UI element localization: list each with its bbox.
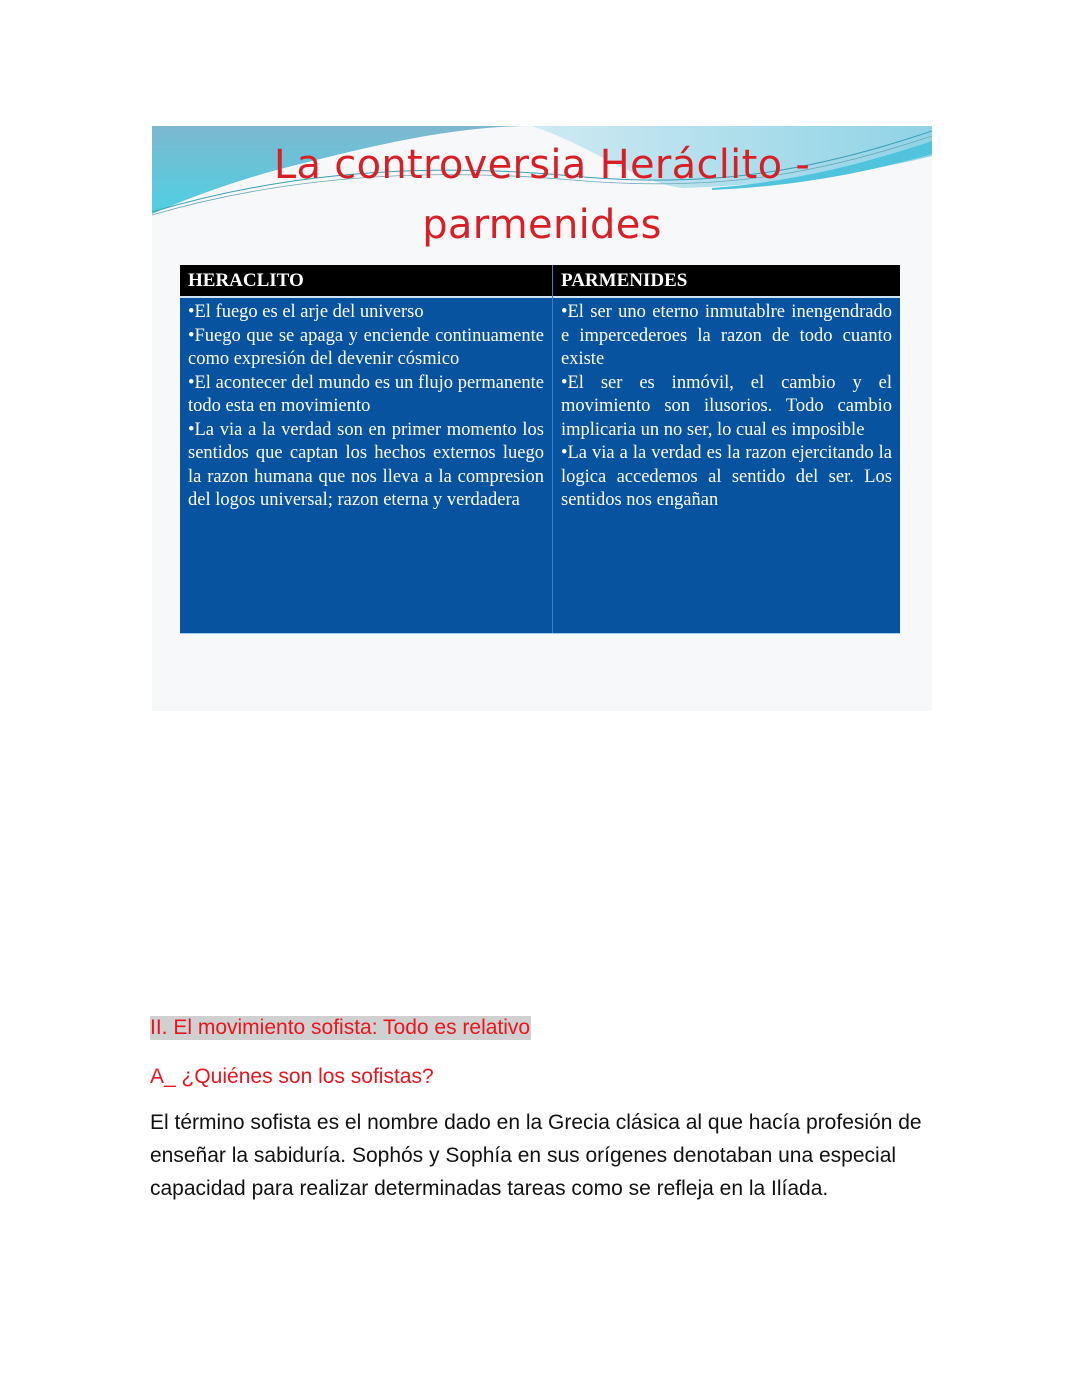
slide-title-line2: parmenides [422, 202, 662, 248]
column-header-heraclito: HERACLITO [180, 265, 552, 298]
table-item: •La via a la verdad son en primer momento los sentidos que captan los hechos externos luego la razon humana que nos lleva a la compresion del logos universal; razon eterna y verdadera [188, 419, 544, 510]
heraclito-column [180, 265, 552, 633]
table-item: •El fuego es el arje del universo [188, 302, 424, 322]
table-item: •El ser uno eterno inmutablre inengendrado e impercederoes la razon de todo cuanto existe [561, 302, 892, 369]
section-heading [150, 1012, 940, 1043]
sub-heading: A_ ¿Quiénes son los sofistas? [150, 1065, 434, 1088]
table-item: •El acontecer del mundo es un flujo permanente todo esta en movimiento [188, 372, 544, 416]
body-paragraph: El término sofista es el nombre dado en la Grecia clásica al que hacía profesión de enseñar la sabiduría. Sophós y Sophía en sus orígenes denotaban una especial capacidad para realizar determinadas tareas como se refleja en la Ilíada. [150, 1111, 922, 1200]
slide-title-line1: La controversia Heráclito - [273, 142, 811, 188]
table-item: •La via a la verdad es la razon ejercitando la logica accedemos al sentido del ser. Los sentidos nos engañan [561, 443, 892, 510]
section-heading-text: II. El movimiento sofista: Todo es relativo [150, 1016, 531, 1039]
column-header-parmenides: PARMENIDES [553, 265, 900, 298]
comparison-table [180, 265, 900, 633]
parmenides-column [553, 265, 900, 633]
slide-image [152, 126, 932, 711]
table-item: •El ser es inmóvil, el cambio y el movimiento son ilusorios. Todo cambio implicaria un no ser, lo cual es imposible [561, 372, 892, 440]
table-item: •Fuego que se apaga y enciende continuamente como expresión del devenir cósmico [188, 325, 544, 369]
